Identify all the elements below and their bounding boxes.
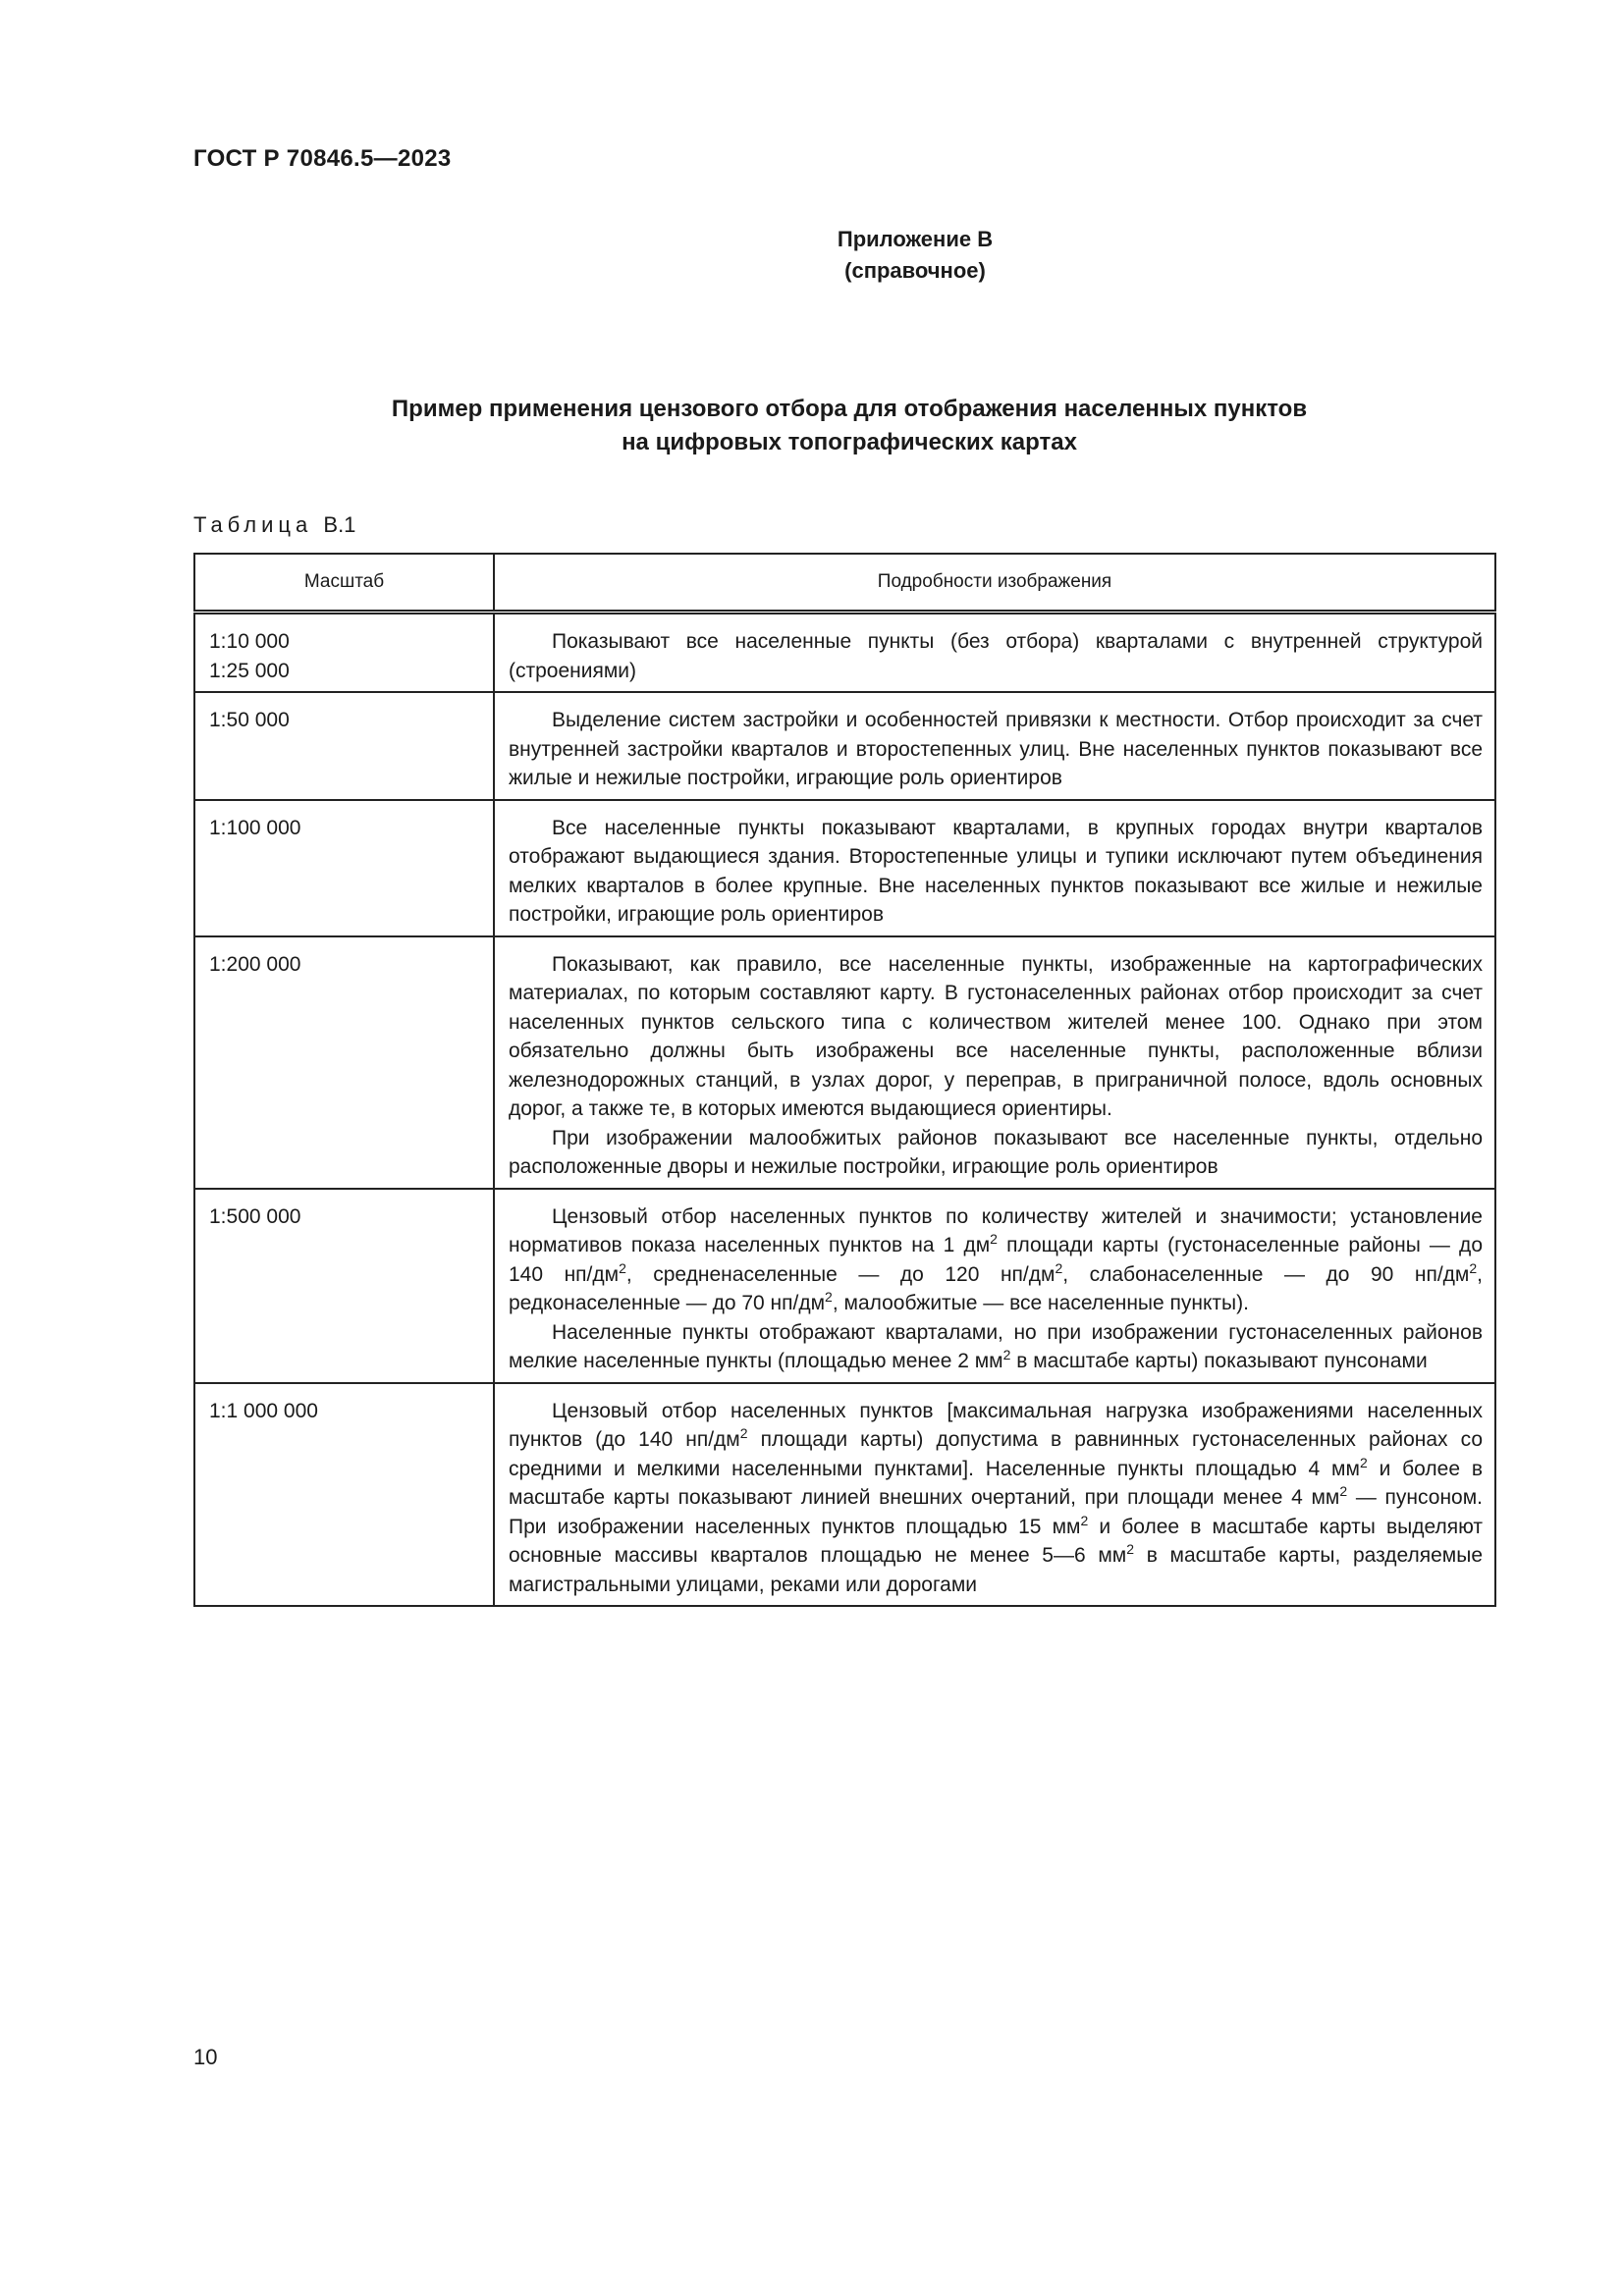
details-paragraph: Цензовый отбор населенных пунктов по количеству жителей и значимости; установление нормативов показа населенных пунктов на 1 $дм^2$ площади карты (густонаселенные районы — до 140 $нп/дм^2$, средненаселенные — до 120 $нп/дм^2$, слабонаселенные — до 90 $нп/дм^2$, редконаселенные — до 70 $нп/дм^2$, малообжитые — все населенные пункты). (509, 1204, 1483, 1314)
details-cell (494, 1383, 1495, 1607)
heading-line-1: Пример применения цензового отбора для отображения населенных пунктов (391, 396, 1308, 422)
scale-value: 1:25 000 (209, 659, 290, 682)
scale-details-table (193, 553, 1496, 1607)
scale-value: 1:1 000 000 (209, 1399, 318, 1422)
scale-cell (194, 1383, 494, 1607)
scale-value: 1:10 000 (209, 630, 290, 653)
details-cell (494, 1189, 1495, 1383)
details-paragraph: Показывают все населенные пункты (без отбора) кварталами с внутренней структурой (строениями) (509, 630, 1483, 682)
details-paragraph: При изображении малообжитых районов показывают все населенные пункты, отдельно расположенные дворы и нежилые постройки, играющие роль ориентиров (509, 1126, 1483, 1178)
details-cell (494, 936, 1495, 1189)
details-paragraph: Показывают, как правило, все населенные пункты, изображенные на картографических материалах, по которым составляют карту. В густонаселенных районах отбор происходит за счет населенных пунктов сельского типа с количеством жителей менее 100. Однако при этом обязательно должны быть изображены все населенные пункты, расположенные вблизи железнодорожных станций, в узлах дорог, у переправ, в приграничной полосе, вдоль основных дорог, а также те, в которых имеются выдающиеся ориентиры. (509, 952, 1483, 1120)
table-row (194, 800, 1495, 936)
table-caption (193, 512, 355, 538)
page-number: 10 (193, 2045, 218, 2069)
details-paragraph: Все населенные пункты показывают кварталами, в крупных городах внутри кварталов отображают выдающиеся здания. Второстепенные улицы и тупики исключают путем объединения мелких кварталов в более крупные. Вне населенных пунктов показывают все жилые и нежилые постройки, играющие роль ориентиров (509, 816, 1483, 926)
scale-cell (194, 936, 494, 1189)
details-cell (494, 692, 1495, 800)
section-heading (226, 393, 1473, 459)
details-cell (494, 800, 1495, 936)
appendix-label (0, 224, 1624, 287)
scale-value: 1:50 000 (209, 709, 290, 731)
table-caption-number: В.1 (323, 512, 356, 537)
scale-value: 1:100 000 (209, 816, 301, 839)
scale-cell (194, 1189, 494, 1383)
document-code: ГОСТ Р 70846.5—2023 (193, 145, 452, 172)
scale-cell (194, 692, 494, 800)
scale-value: 1:500 000 (209, 1204, 301, 1228)
table-header-row (194, 554, 1495, 613)
column-header-scale: Масштаб (194, 554, 494, 613)
details-paragraph: Выделение систем застройки и особенностей привязки к местности. Отбор происходит за счет внутренней застройки кварталов и второстепенных улиц. Вне населенных пунктов показывают все жилые и нежилые постройки, играющие роль ориентиров (509, 709, 1483, 789)
table-row (194, 1383, 1495, 1607)
table-row (194, 692, 1495, 800)
table-row (194, 613, 1495, 693)
table-caption-word: Таблица (193, 512, 313, 537)
appendix-type: (справочное) (844, 258, 986, 283)
column-header-details: Подробности изображения (494, 554, 1495, 613)
table-row (194, 1189, 1495, 1383)
scale-cell (194, 800, 494, 936)
scale-value: 1:200 000 (209, 952, 301, 976)
scale-cell (194, 613, 494, 693)
appendix-title: Приложение В (837, 227, 994, 251)
details-paragraph: Населенные пункты отображают кварталами, но при изображении густонаселенных районов мелкие населенные пункты (площадью менее 2 $мм^2$ в масштабе карты) показывают пунсонами (509, 1320, 1483, 1372)
details-paragraph: Цензовый отбор населенных пунктов [максимальная нагрузка изображениями населенных пунктов (до 140 $нп/дм^2$ площади карты) допустима в равнинных густонаселенных районах со средними и мелкими населенными пунктами]. Населенные пункты площадью 4 $мм^2$ и более в масштабе карты показывают линией внешних очертаний, при площади менее 4 $мм^2$ — пунсоном. При изображении населенных пунктов площадью 15 $мм^2$ и более в масштабе карты выделяют основные массивы кварталов площадью не менее 5—6 $мм^2$ в масштабе карты, разделяемые магистральными улицами, реками или дорогами (509, 1399, 1483, 1596)
details-cell (494, 613, 1495, 693)
table-row (194, 936, 1495, 1189)
heading-line-2: на цифровых топографических картах (622, 429, 1077, 455)
